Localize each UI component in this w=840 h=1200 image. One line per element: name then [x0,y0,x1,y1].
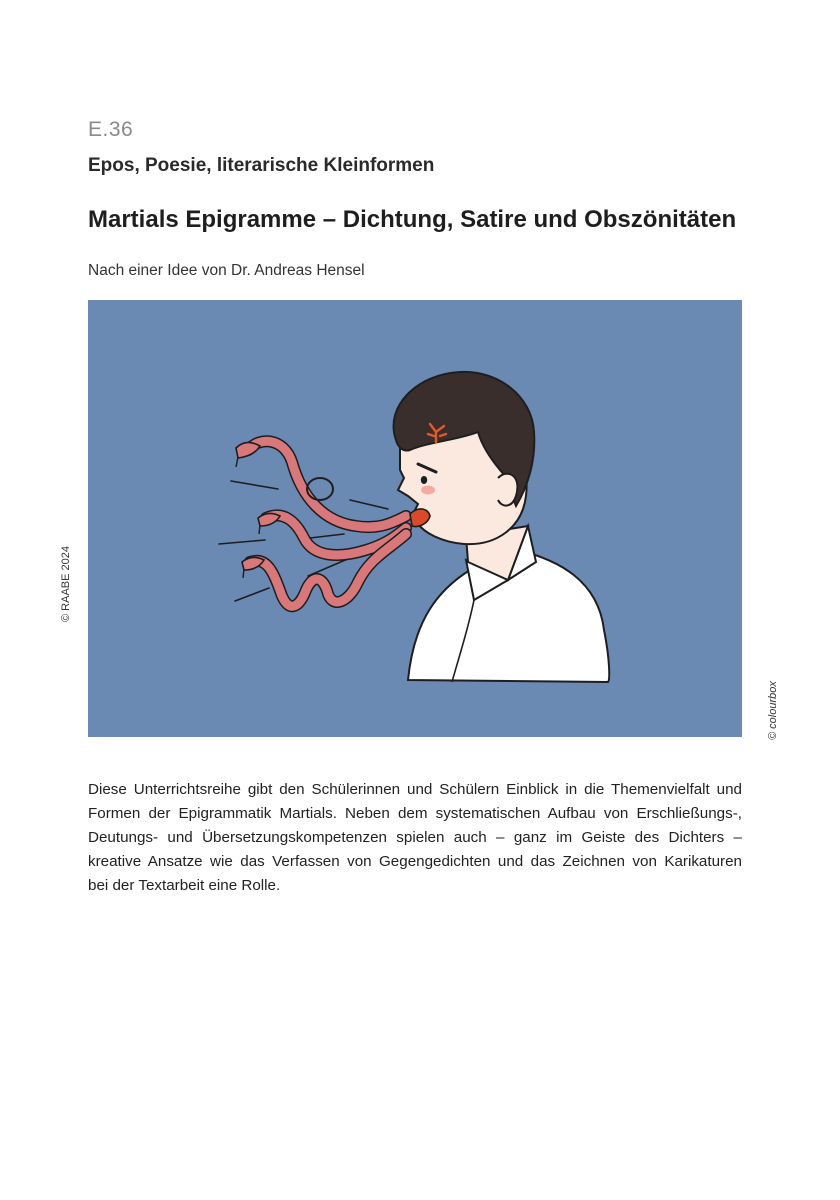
description-line: Deutungs- und Übersetzungskompetenzen spielen auch – ganz im Geiste des Dichters – [88,829,742,846]
image-credit: © colourbox [767,681,779,740]
cover-illustration [88,300,742,737]
side-copyright: © RAABE 2024 [60,546,72,622]
page-title: Martials Epigramme – Dichtung, Satire und Obszönitäten [88,206,737,233]
description-paragraph [88,778,742,898]
description-line: Formen der Epigrammatik Martials. Neben dem systematischen Aufbau von Erschließungs-, [88,805,742,822]
series-title: Epos, Poesie, literarische Kleinformen [88,155,435,176]
description-line: Diese Unterrichtsreihe gibt den Schülerinnen und Schülern Einblick in die Themenvielfalt und [88,781,742,798]
description-line: bei der Textarbeit eine Rolle. [88,877,281,894]
angry-man-illustration [88,300,742,737]
author-line: Nach einer Idee von Dr. Andreas Hensel [88,262,365,279]
unit-code: E.36 [88,118,134,141]
angry-man [394,372,610,682]
description-line: kreative Ansatze wie das Verfassen von Gegengedichten und das Zeichnen von Karikaturen [88,853,742,870]
